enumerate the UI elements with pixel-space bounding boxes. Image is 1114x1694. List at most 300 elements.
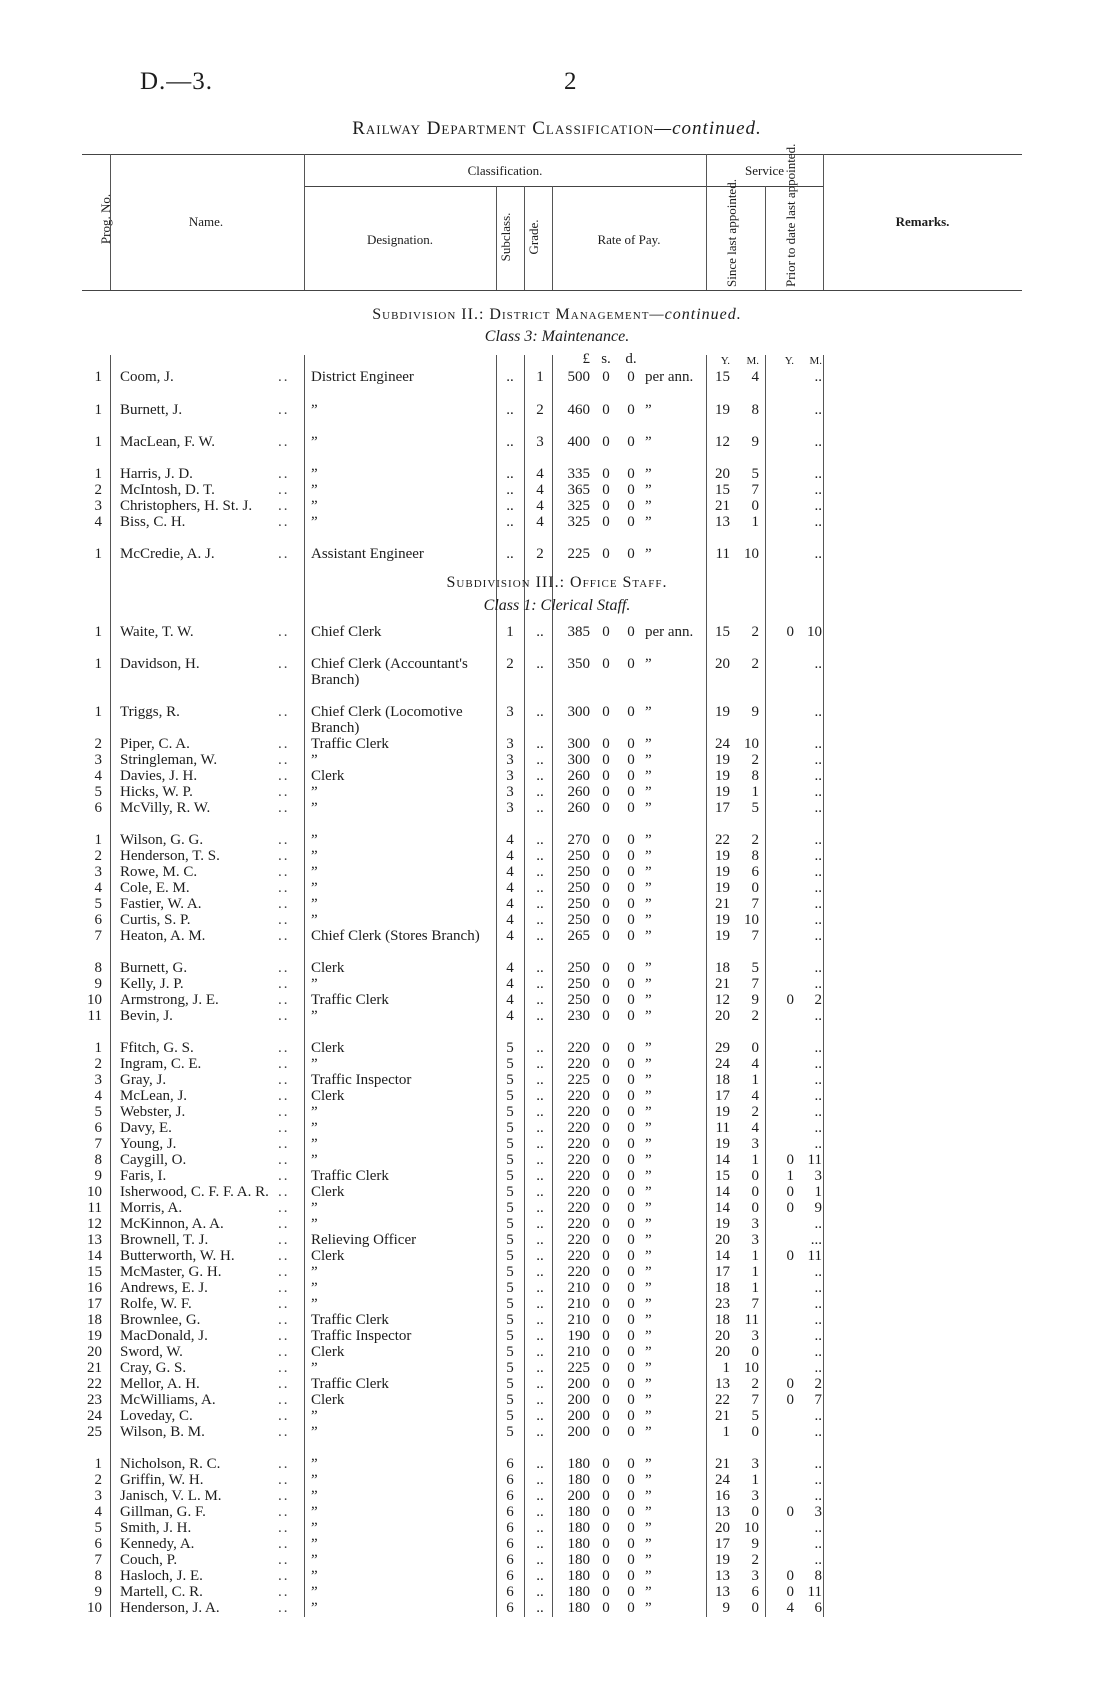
row-service-months: 4 [751,1120,759,1136]
row-pay-shillings: 0 [602,546,610,562]
header-divider [524,186,525,290]
row-designation: ” [311,1264,318,1280]
leader-dots: .. [278,992,290,1008]
leader-dots: .. [278,546,290,562]
row-prog-no: 7 [94,928,102,944]
row-pay-pence: 0 [627,1216,635,1232]
col-service: Service [745,163,784,178]
row-prog-no: 8 [94,1568,102,1584]
row-service-months: 9 [751,1536,759,1552]
row-subclass: 5 [506,1216,514,1232]
row-service-months: 1 [751,784,759,800]
row-service-months: 1 [751,1248,759,1264]
row-name: Caygill, O. [120,1152,187,1168]
row-service-months: 7 [751,1392,759,1408]
row-pay-pounds: 220 [567,1216,590,1232]
row-pay-period: ” [645,1520,652,1536]
unit-pounds: £ [582,351,590,367]
row-grade: .. [536,1088,544,1104]
header-divider [823,154,824,290]
row-pay-shillings: 0 [602,1248,610,1264]
row-pay-pence: 0 [627,1408,635,1424]
row-name: Martell, C. R. [120,1584,203,1600]
row-pay-pounds: 325 [567,514,590,530]
row-pay-shillings: 0 [602,514,610,530]
row-grade: .. [536,768,544,784]
page-title-main: Railway Department Classification [352,118,655,139]
row-pay-shillings: 0 [602,1568,610,1584]
row-pay-period: ” [645,704,652,720]
row-grade: .. [536,1232,544,1248]
header-top-rule [82,154,1022,155]
row-pay-pounds: 220 [567,1056,590,1072]
row-pay-period: ” [645,896,652,912]
row-designation: Clerk [311,1248,345,1264]
row-grade: .. [536,1376,544,1392]
row-service-years: 21 [715,1456,730,1472]
row-pay-shillings: 0 [602,498,610,514]
row-grade: .. [536,1408,544,1424]
row-designation: ” [311,1424,318,1440]
row-subclass: 6 [506,1568,514,1584]
row-pay-shillings: 0 [602,928,610,944]
row-pay-pence: 0 [627,1200,635,1216]
row-prior-months: .. [814,546,822,562]
row-pay-pence: 0 [627,784,635,800]
row-service-months: 5 [751,800,759,816]
row-service-months: 10 [744,546,759,562]
row-pay-shillings: 0 [602,1296,610,1312]
row-subclass: 5 [506,1120,514,1136]
row-pay-pounds: 220 [567,1232,590,1248]
row-service-months: 8 [751,402,759,418]
leader-dots: .. [278,1280,290,1296]
header-divider [496,186,497,290]
leader-dots: .. [278,736,290,752]
row-service-months: 0 [751,1424,759,1440]
row-pay-pence: 0 [627,1088,635,1104]
row-subclass: 5 [506,1088,514,1104]
row-pay-shillings: 0 [602,800,610,816]
row-service-years: 13 [715,1504,730,1520]
row-service-years: 23 [715,1296,730,1312]
row-subclass: 4 [506,864,514,880]
row-service-years: 12 [715,434,730,450]
row-pay-pence: 0 [627,1072,635,1088]
row-service-months: 1 [751,1472,759,1488]
row-prior-months: .. [814,1072,822,1088]
leader-dots: .. [278,1248,290,1264]
row-designation: ” [311,912,318,928]
row-pay-pounds: 220 [567,1136,590,1152]
row-service-years: 11 [715,546,730,562]
row-service-months: 0 [751,498,759,514]
row-grade: .. [536,880,544,896]
row-prog-no: 12 [87,1216,102,1232]
row-subclass: 6 [506,1472,514,1488]
row-pay-shillings: 0 [602,832,610,848]
row-pay-period: ” [645,1152,652,1168]
row-service-months: 2 [751,832,759,848]
row-name: Biss, C. H. [120,514,186,530]
row-pay-pounds: 260 [567,800,590,816]
row-subclass: 5 [506,1152,514,1168]
row-prior-years: 0 [786,1504,794,1520]
row-pay-period: ” [645,992,652,1008]
row-name: Triggs, R. [120,704,180,720]
row-prior-years: 0 [786,1248,794,1264]
row-pay-shillings: 0 [602,1360,610,1376]
col-remarks: Remarks. [895,214,950,229]
row-pay-period: ” [645,1088,652,1104]
row-subclass: 4 [506,880,514,896]
row-designation: ” [311,1504,318,1520]
row-prior-months: .. [814,1040,822,1056]
row-grade: .. [536,1328,544,1344]
row-pay-pence: 0 [627,482,635,498]
row-subclass: 3 [506,784,514,800]
body-divider [496,355,497,1617]
row-grade: .. [536,1552,544,1568]
row-prior-months: .. [814,1056,822,1072]
row-prior-years: 4 [786,1600,794,1616]
row-pay-pence: 0 [627,1360,635,1376]
row-pay-pence: 0 [627,848,635,864]
row-prog-no: 17 [87,1296,102,1312]
section-heading-subdivision-ii [0,306,1114,324]
row-service-years: 19 [715,864,730,880]
row-pay-period: ” [645,1008,652,1024]
row-prior-months: 3 [814,1504,822,1520]
row-service-months: 0 [751,1344,759,1360]
leader-dots: .. [278,369,290,385]
leader-dots: .. [278,960,290,976]
leader-dots: .. [278,1088,290,1104]
row-pay-pounds: 180 [567,1584,590,1600]
row-subclass: 5 [506,1168,514,1184]
row-designation: Clerk [311,1392,345,1408]
row-pay-pounds: 385 [567,624,590,640]
row-designation: ” [311,1200,318,1216]
row-subclass: 4 [506,960,514,976]
row-pay-shillings: 0 [602,1504,610,1520]
row-prior-months: 10 [807,624,822,640]
row-designation: ” [311,1488,318,1504]
row-prior-months: .. [814,434,822,450]
row-service-months: 7 [751,896,759,912]
row-name: Davidson, H. [120,656,200,672]
row-subclass: 5 [506,1232,514,1248]
row-service-years: 1 [722,1424,730,1440]
row-designation: Chief Clerk (Accountant's Branch) [311,656,468,688]
row-subclass: 5 [506,1136,514,1152]
row-prog-no: 10 [87,1600,102,1616]
row-pay-pence: 0 [627,1488,635,1504]
row-name: Young, J. [120,1136,177,1152]
row-pay-period: ” [645,1184,652,1200]
col-prior-to-date: Prior to date last appointed. [783,143,798,287]
row-pay-period: ” [645,498,652,514]
row-prior-months: .. [814,1120,822,1136]
leader-dots: .. [278,1568,290,1584]
row-subclass: 5 [506,1424,514,1440]
row-prior-years: 0 [786,1184,794,1200]
row-pay-pence: 0 [627,928,635,944]
row-prior-months: .. [814,784,822,800]
row-pay-shillings: 0 [602,880,610,896]
row-designation: Traffic Inspector [311,1072,412,1088]
row-prior-months: 8 [814,1568,822,1584]
body-divider [110,355,111,1617]
row-pay-shillings: 0 [602,1520,610,1536]
row-pay-shillings: 0 [602,624,610,640]
row-subclass: .. [506,402,514,418]
row-subclass: 4 [506,832,514,848]
row-pay-period: ” [645,1472,652,1488]
row-pay-pence: 0 [627,1008,635,1024]
row-subclass: 5 [506,1408,514,1424]
row-subclass: 5 [506,1248,514,1264]
leader-dots: .. [278,1360,290,1376]
row-pay-pounds: 210 [567,1280,590,1296]
row-prior-months: .. [814,912,822,928]
row-designation: ” [311,498,318,514]
col-designation: Designation. [366,232,434,247]
leader-dots: .. [278,912,290,928]
row-prior-months: .. [814,800,822,816]
row-designation: Chief Clerk (Stores Branch) [311,928,480,944]
row-pay-pence: 0 [627,1280,635,1296]
row-prior-years: 0 [786,1584,794,1600]
row-designation: Clerk [311,1184,345,1200]
row-prior-months: .. [814,369,822,385]
row-service-months: 0 [751,1184,759,1200]
row-designation: Clerk [311,1088,345,1104]
row-prior-years: 0 [786,1152,794,1168]
row-subclass: 3 [506,768,514,784]
row-pay-pounds: 335 [567,466,590,482]
row-prior-months: .. [814,848,822,864]
row-pay-pence: 0 [627,1328,635,1344]
row-pay-pence: 0 [627,800,635,816]
row-pay-pence: 0 [627,1344,635,1360]
row-grade: 4 [536,514,544,530]
header-divider [706,154,707,290]
row-service-months: 3 [751,1232,759,1248]
row-pay-pence: 0 [627,1248,635,1264]
row-pay-pence: 0 [627,1264,635,1280]
leader-dots: .. [278,1504,290,1520]
row-prior-months: 11 [807,1584,822,1600]
row-subclass: 3 [506,800,514,816]
row-pay-pence: 0 [627,1040,635,1056]
row-pay-pounds: 270 [567,832,590,848]
row-service-months: 2 [751,656,759,672]
row-pay-shillings: 0 [602,1584,610,1600]
row-subclass: .. [506,546,514,562]
row-prior-months: .. [814,656,822,672]
leader-dots: .. [278,1392,290,1408]
leader-dots: .. [278,1168,290,1184]
row-pay-pounds: 180 [567,1520,590,1536]
row-pay-pounds: 220 [567,1184,590,1200]
row-pay-period: ” [645,1296,652,1312]
row-grade: .. [536,976,544,992]
row-prior-months: .. [814,704,822,720]
row-service-months: 6 [751,864,759,880]
row-designation: ” [311,1296,318,1312]
row-pay-shillings: 0 [602,1392,610,1408]
row-pay-pounds: 400 [567,434,590,450]
row-grade: .. [536,896,544,912]
row-pay-period: ” [645,1312,652,1328]
row-designation: ” [311,864,318,880]
row-subclass: 5 [506,1312,514,1328]
section-heading-suffix: —continued. [649,306,742,323]
row-name: Kelly, J. P. [120,976,184,992]
row-prog-no: 13 [87,1232,102,1248]
col-rate-of-pay: Rate of Pay. [597,232,661,247]
row-pay-pounds: 220 [567,1264,590,1280]
row-pay-shillings: 0 [602,960,610,976]
row-pay-period: ” [645,1456,652,1472]
row-designation: ” [311,752,318,768]
row-grade: 2 [536,402,544,418]
row-designation: ” [311,1216,318,1232]
row-pay-period: ” [645,402,652,418]
row-service-years: 21 [715,1408,730,1424]
leader-dots: .. [278,498,290,514]
row-prog-no: 10 [87,992,102,1008]
row-designation: Chief Clerk (Locomotive Branch) [311,704,463,736]
row-pay-shillings: 0 [602,848,610,864]
row-designation: Relieving Officer [311,1232,417,1248]
leader-dots: .. [278,1424,290,1440]
row-pay-period: ” [645,1344,652,1360]
row-designation: Traffic Clerk [311,1312,389,1328]
row-pay-period: ” [645,752,652,768]
row-name: Ingram, C. E. [120,1056,202,1072]
row-service-months: 10 [744,912,759,928]
leader-dots: .. [278,1488,290,1504]
row-pay-pence: 0 [627,1056,635,1072]
row-pay-pounds: 225 [567,546,590,562]
row-pay-pence: 0 [627,752,635,768]
row-service-years: 18 [715,960,730,976]
row-pay-pounds: 250 [567,848,590,864]
leader-dots: .. [278,784,290,800]
row-name: Webster, J. [120,1104,186,1120]
leader-dots: .. [278,1312,290,1328]
row-pay-pence: 0 [627,1552,635,1568]
row-pay-period: ” [645,832,652,848]
row-pay-pence: 0 [627,1168,635,1184]
row-service-years: 20 [715,466,730,482]
row-prior-months: .. [814,1296,822,1312]
row-prog-no: 1 [94,369,102,385]
row-grade: .. [536,1104,544,1120]
row-pay-pounds: 350 [567,656,590,672]
row-subclass: 5 [506,1072,514,1088]
header-divider [765,186,766,290]
row-prog-no: 1 [94,402,102,418]
row-service-years: 19 [715,752,730,768]
row-pay-shillings: 0 [602,1136,610,1152]
row-pay-shillings: 0 [602,1040,610,1056]
row-prior-months: 2 [814,1376,822,1392]
body-divider [304,355,305,1617]
row-pay-period: ” [645,1280,652,1296]
row-prior-months: ... [810,1232,822,1248]
row-subclass: 5 [506,1296,514,1312]
row-service-years: 29 [715,1040,730,1056]
row-prior-months: .. [814,1216,822,1232]
row-service-months: 2 [751,1008,759,1024]
leader-dots: .. [278,1520,290,1536]
row-name: McCredie, A. J. [120,546,215,562]
row-pay-shillings: 0 [602,1472,610,1488]
row-pay-shillings: 0 [602,736,610,752]
leader-dots: .. [278,1328,290,1344]
row-pay-pence: 0 [627,434,635,450]
row-prog-no: 6 [94,912,102,928]
body-divider [765,355,766,1617]
row-pay-pounds: 220 [567,1040,590,1056]
row-service-months: 10 [744,736,759,752]
row-pay-shillings: 0 [602,784,610,800]
row-pay-pounds: 225 [567,1360,590,1376]
row-designation: ” [311,880,318,896]
header-divider [552,186,553,290]
leader-dots: .. [278,466,290,482]
row-grade: .. [536,1136,544,1152]
row-service-years: 20 [715,1232,730,1248]
row-pay-pounds: 180 [567,1552,590,1568]
row-pay-shillings: 0 [602,1216,610,1232]
row-name: Cole, E. M. [120,880,190,896]
body-divider [524,355,525,1617]
row-service-years: 14 [715,1152,730,1168]
leader-dots: .. [278,434,290,450]
row-grade: .. [536,912,544,928]
row-pay-pence: 0 [627,1136,635,1152]
row-designation: ” [311,1472,318,1488]
row-prior-months: .. [814,928,822,944]
leader-dots: .. [278,768,290,784]
row-designation: ” [311,1360,318,1376]
row-prog-no: 6 [94,1120,102,1136]
row-pay-period: ” [645,1248,652,1264]
row-pay-pence: 0 [627,498,635,514]
row-prior-years: 0 [786,1568,794,1584]
leader-dots: .. [278,1584,290,1600]
row-service-years: 18 [715,1312,730,1328]
page-title [0,118,1114,140]
row-pay-pence: 0 [627,1120,635,1136]
row-prog-no: 5 [94,1520,102,1536]
row-pay-shillings: 0 [602,402,610,418]
row-prog-no: 1 [94,1040,102,1056]
row-prior-months: 3 [814,1168,822,1184]
row-service-years: 24 [715,1472,730,1488]
row-pay-pence: 0 [627,466,635,482]
row-pay-period: ” [645,482,652,498]
row-name: Mellor, A. H. [120,1376,200,1392]
section-heading-text: Subdivision II.: District Management [372,306,650,323]
row-service-years: 19 [715,880,730,896]
row-service-months: 3 [751,1136,759,1152]
row-service-years: 22 [715,832,730,848]
